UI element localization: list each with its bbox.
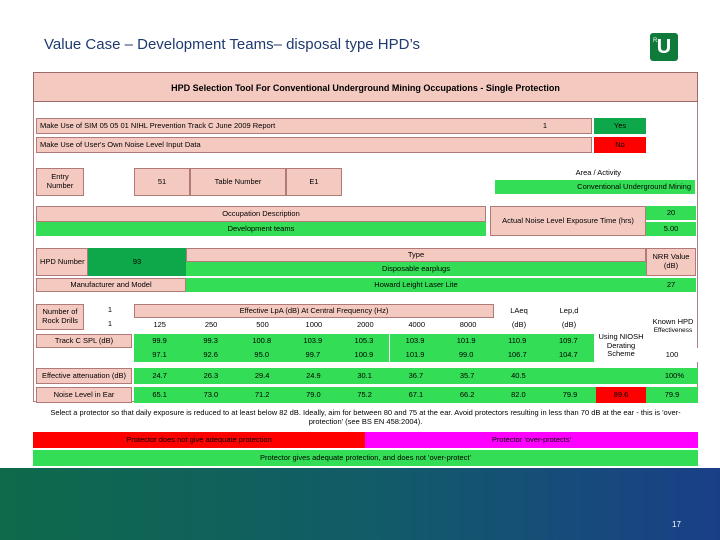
ear-red-value: 89.6 (596, 387, 646, 403)
table-number-label: Table Number (190, 168, 286, 196)
ear-values (134, 387, 544, 403)
attenuation-value: 26.3 (185, 368, 236, 384)
own-data-no-button[interactable]: No (594, 137, 646, 153)
frequency-labels (134, 318, 494, 332)
tool-title: HPD Selection Tool For Conventional Underground Mining Occupations - Single Protection (33, 72, 698, 102)
track-value: 99.9 (134, 334, 185, 348)
page-number: 17 (672, 520, 681, 529)
attenuation-values (134, 368, 544, 384)
logo-mark: R (653, 38, 658, 44)
track-value: 101.9 (441, 334, 492, 348)
frequency-label: 500 (256, 319, 269, 329)
lepd-label: Lep,d (559, 305, 579, 315)
niosh-note: Using NIOSH Derating Scheme (598, 332, 644, 359)
ear-green-value: 79.9 (544, 387, 596, 403)
company-logo (650, 33, 678, 61)
frequency-label: 125 (153, 319, 166, 329)
row2-value: 106.7 (492, 348, 543, 362)
area-label: Area / Activity (575, 167, 621, 177)
table-number-field[interactable]: E1 (286, 168, 342, 196)
entry-number-label: Entry Number (36, 168, 84, 196)
attenuation-value: 40.5 (493, 368, 544, 384)
ear-value: 75.2 (339, 387, 390, 403)
track-value: 100.8 (236, 334, 287, 348)
ear-value: 66.2 (442, 387, 493, 403)
area-value: Conventional Underground Mining (495, 180, 695, 194)
occupation-value: Development teams (36, 222, 486, 236)
exposure-hours-top: 20 (646, 206, 696, 220)
effect-percent: 100% (544, 368, 698, 384)
laeq-label: LAeq (510, 305, 528, 315)
attenuation-value: 35.7 (442, 368, 493, 384)
row2-value: 92.6 (185, 348, 236, 362)
track-label: Track C SPL (dB) (36, 334, 132, 348)
ear-label: Noise Level in Ear (36, 387, 132, 403)
manufacturer-value: Howard Leight Laser Lite (186, 278, 646, 292)
attenuation-value: 29.4 (237, 368, 288, 384)
ear-last-value: 79.9 (646, 387, 698, 403)
track-value: 103.9 (287, 334, 338, 348)
attenuation-value: 36.7 (390, 368, 441, 384)
frequency-label: 2000 (356, 319, 374, 329)
sim-option-yes-button[interactable]: Yes (594, 118, 646, 134)
ear-value: 65.1 (134, 387, 185, 403)
ear-value: 82.0 (493, 387, 544, 403)
track-value: 105.3 (338, 334, 389, 348)
sim-option-label: Make Use of SIM 05 05 01 NIHL Prevention Track C June 2009 Report (36, 118, 592, 134)
exposure-hours: 5.00 (646, 222, 696, 236)
manufacturer-label: Manufacturer and Model (36, 278, 186, 292)
attenuation-label: Effective attenuation (dB) (36, 368, 132, 384)
effect-value: 100 (646, 348, 698, 362)
type-label: Type (186, 248, 646, 262)
attenuation-value: 24.7 (134, 368, 185, 384)
ear-value: 67.1 (390, 387, 441, 403)
attenuation-value: 24.9 (288, 368, 339, 384)
exposure-label: Actual Noise Level Exposure Time (hrs) (490, 206, 646, 236)
frequency-label: 8000 (459, 319, 477, 329)
row2-value: 99.0 (441, 348, 492, 362)
row2-value: 101.9 (390, 348, 441, 362)
entry-number-field[interactable]: 51 (134, 168, 190, 196)
ear-value: 79.0 (288, 387, 339, 403)
hpd-number-field[interactable]: 93 (88, 248, 186, 276)
nrr-value: 27 (646, 278, 696, 292)
hpd-number-label: HPD Number (36, 248, 88, 276)
db-unit-laeq: (dB) (494, 318, 544, 332)
row2-values (134, 348, 594, 362)
slide-title: Value Case – Development Teams– disposal type HPD’s (44, 36, 421, 53)
legend-magenta: Protector 'over-protects' (365, 432, 698, 448)
legend-red: Protector does not give adequate protection (33, 432, 365, 448)
ear-value: 71.2 (237, 387, 288, 403)
frequency-label: 250 (204, 319, 218, 329)
footer-band (0, 468, 720, 540)
instruction-text: Select a protector so that daily exposure is reduced to at least below 82 dB. Ideally, aim for between 80 and 75 at the ear. Avoid protectors resulting in less than 70 dB at the ear - this is 'over-protection' (see BS EN 458:2004). (50, 408, 681, 426)
track-values (134, 334, 594, 348)
frequency-label: 4000 (408, 319, 426, 329)
row2-value: 95.0 (236, 348, 287, 362)
attenuation-value: 30.1 (339, 368, 390, 384)
known-hpd-label: Known HPD (652, 316, 694, 326)
occupation-label: Occupation Description (36, 206, 486, 222)
nrr-label: NRR Value (dB) (646, 248, 696, 276)
rock-drills-value-2: 1 (107, 318, 113, 328)
track-value: 109.7 (543, 334, 594, 348)
row2-value: 97.1 (134, 348, 185, 362)
db-unit-lepd: (dB) (544, 318, 594, 332)
type-value: Disposable earplugs (186, 262, 646, 276)
sim-option-value: 1 (542, 120, 548, 130)
track-value: 110.9 (492, 334, 543, 348)
track-value: 99.3 (185, 334, 236, 348)
row2-value: 99.7 (287, 348, 338, 362)
row2-value: 100.9 (338, 348, 389, 362)
logo-text: U (656, 36, 672, 58)
rock-drills-value-1: 1 (107, 304, 113, 314)
legend-green: Protector gives adequate protection, and does not 'over-protect' (33, 450, 698, 466)
own-data-label: Make Use of User's Own Noise Level Input Data (36, 137, 592, 153)
frequency-label: 1000 (305, 319, 323, 329)
row2-value: 104.7 (543, 348, 594, 362)
track-value: 103.9 (390, 334, 441, 348)
frequency-header: Effective LpA (dB) At Central Frequency (Hz) (134, 304, 494, 318)
rock-drills-label: Number of Rock Drills (36, 304, 84, 330)
effectiveness-label: Effectiveness (653, 327, 693, 335)
ear-value: 73.0 (185, 387, 236, 403)
